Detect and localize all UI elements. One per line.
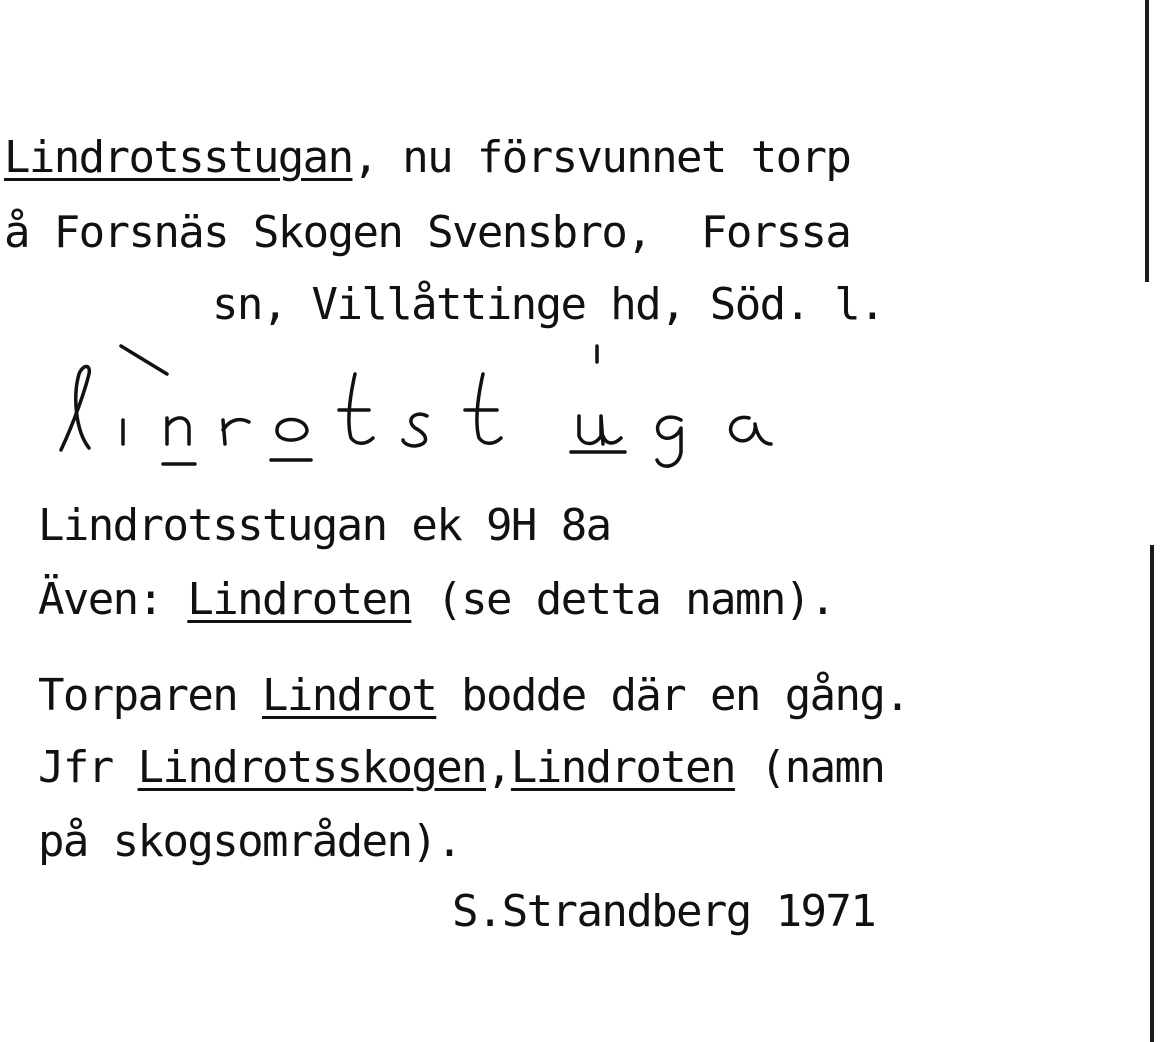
handwritten-pronunciation [55, 340, 795, 470]
also-line [38, 574, 835, 625]
remark-text: Torparen [38, 670, 263, 721]
remark-line-3: på skogsområden). [38, 816, 462, 867]
person-name: Lindrot [262, 670, 437, 721]
phonetic-transcription-drawing [55, 340, 795, 470]
heading-line-2: å Forsnäs Skogen Svensbro, Forssa [4, 207, 851, 258]
heading-line-3: sn, Villåttinge hd, Söd. l. [212, 279, 885, 330]
related-name-1: Lindrotsskogen [137, 742, 487, 793]
also-label: Även: [38, 574, 188, 625]
remark-text: (namn [734, 742, 885, 793]
remark-text: Jfr [38, 742, 138, 793]
card-edge-line [1150, 545, 1154, 1042]
signature: S.Strandberg 1971 [452, 886, 876, 937]
also-name: Lindroten [187, 574, 412, 625]
also-note: (se detta namn). [411, 574, 835, 625]
card-edge-line [1145, 0, 1149, 282]
place-name: Lindrotsstugan [4, 132, 353, 183]
remark-text: bodde där en gång. [436, 670, 910, 721]
heading-line-1 [4, 132, 851, 183]
remark-line-1 [38, 670, 910, 721]
entry-code-line: Lindrotsstugan ek 9H 8a [38, 500, 611, 551]
separator: , [486, 742, 511, 793]
related-name-2: Lindroten [510, 742, 735, 793]
remark-line-2 [38, 742, 885, 793]
heading-description: , nu försvunnet torp [352, 132, 851, 183]
